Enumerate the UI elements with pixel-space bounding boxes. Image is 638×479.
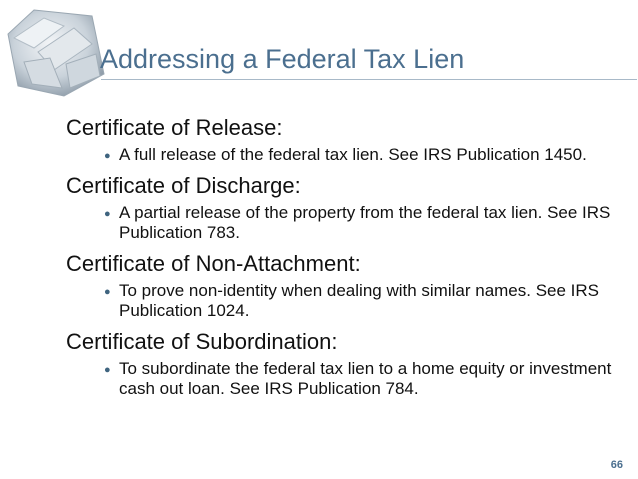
bullet-dot-icon: ●	[104, 364, 111, 376]
list-item	[66, 359, 626, 399]
bullet-dot-icon: ●	[104, 150, 111, 162]
section-heading: Certificate of Non-Attachment:	[66, 251, 361, 276]
page-number: 66	[610, 459, 623, 471]
bullet-dot-icon: ●	[104, 208, 111, 220]
section-certificate-of-discharge	[66, 172, 626, 243]
bullet-text: To prove non-identity when dealing with similar names. See IRS Publication 1024.	[119, 281, 600, 320]
slide-title: Addressing a Federal Tax Lien	[100, 44, 465, 74]
logo-emblem-icon	[4, 4, 108, 98]
title-divider	[101, 79, 637, 80]
bullet-text: A partial release of the property from the federal tax lien. See IRS Publication 783.	[119, 203, 611, 242]
list-item	[66, 281, 626, 321]
section-heading: Certificate of Subordination:	[66, 329, 338, 354]
section-certificate-of-release	[66, 114, 626, 165]
bullet-text: A full release of the federal tax lien. See IRS Publication 1450.	[119, 145, 587, 164]
list-item	[66, 203, 626, 243]
section-heading: Certificate of Release:	[66, 115, 283, 140]
bullet-dot-icon: ●	[104, 286, 111, 298]
slide-body	[66, 114, 626, 406]
section-certificate-of-subordination	[66, 328, 626, 399]
bullet-text: To subordinate the federal tax lien to a home equity or investment cash out loan. See IRS Publication 784.	[119, 359, 612, 398]
section-heading: Certificate of Discharge:	[66, 173, 301, 198]
list-item	[66, 145, 626, 165]
section-certificate-of-non-attachment	[66, 250, 626, 321]
